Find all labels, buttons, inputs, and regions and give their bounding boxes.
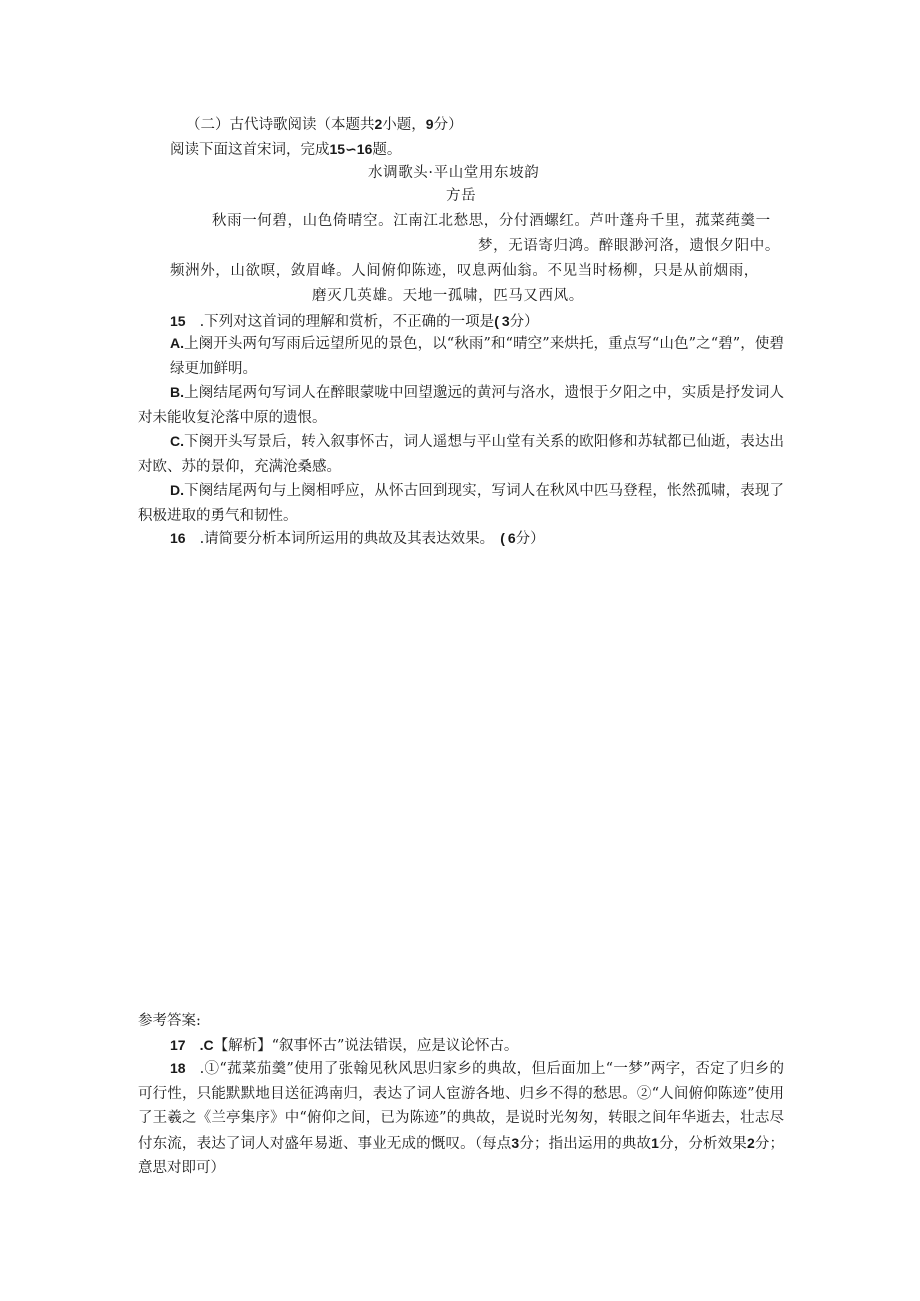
option-d-label: D. <box>170 482 184 498</box>
section-heading-prefix: （二）古代诗歌阅读（本题共 <box>186 117 375 133</box>
answer-18-number: 18 <box>170 1060 186 1076</box>
question-15-paren: ( <box>494 313 499 329</box>
section-heading <box>186 114 463 135</box>
option-a-text: 上阕开头两句写雨后远望所见的景色，以“秋雨”和“晴空”来烘托，重点写“山色”之“碧”，使碧绿更加鲜明。 <box>170 336 784 377</box>
question-16-text: .请简要分析本词所运用的典故及其表达效果。 <box>199 531 495 547</box>
poem-line: 秋雨一何碧，山色倚晴空。江南江北愁思，分付酒螺红。芦叶蓬舟千里，菰菜莼羹一 <box>212 213 771 229</box>
answer-18-score-per-point: 3 <box>511 1134 520 1151</box>
poem-line: 频洲外，山欲暝，敛眉峰。人间俯仰陈迹，叹息两仙翁。不见当时杨柳，只是从前烟雨， <box>170 263 759 279</box>
answer-18-score-effect: 2 <box>746 1134 755 1151</box>
section-question-count: 2 <box>374 116 383 132</box>
option-a <box>170 331 784 381</box>
question-15-text: .下列对这首词的理解和赏析，不正确的一项是 <box>199 314 495 330</box>
option-d <box>138 478 784 528</box>
answer-18-text: .①“菰菜茄羹”使用了张翰见秋风思归家乡的典故，但后面加上“一梦”两字，否定了归乡的可行性，只能默默地目送征鸿南归，表达了词人宦游各地、归乡不得的愁思。②“人间俯仰陈迹”使用了王羲之《兰亭集序》中“俯仰之间，已为陈迹”的典故，是说时光匆匆，转眼之间年华逝去，壮志尽付东流，表达了词人对盛年易逝、事业无成的慨叹。（每点 <box>138 1061 784 1152</box>
question-15-score-unit: 分） <box>509 314 539 330</box>
answer-18-text-c: 分，分析效果 <box>658 1135 747 1152</box>
question-16-paren: ( <box>500 530 505 546</box>
answer-18-text-d: 分；意思对即可） <box>138 1135 785 1176</box>
option-b-text: 上阕结尾两句写词人在醉眼蒙咙中回望邈远的黄河与洛水，遗恨于夕阳之中，实质是抒发词人对未能收复沦落中原的遗恨。 <box>138 385 784 426</box>
instruction-suffix: 题。 <box>372 142 402 158</box>
poem-line: 梦，无语寄归鸿。醉眼渺河洛，遗恨夕阳中。 <box>478 238 780 254</box>
answer-17-text: 【解析】“叙事怀古”说法错误，应是议论怀古。 <box>213 1038 519 1054</box>
answer-18-score-allusion: 1 <box>651 1134 659 1151</box>
question-15-number: 15 <box>170 313 186 329</box>
section-heading-suffix: 分） <box>433 117 463 133</box>
answer-17 <box>170 1035 518 1056</box>
instruction <box>170 139 401 160</box>
instruction-range: 15∽16 <box>329 141 373 157</box>
question-16-number: 16 <box>170 530 186 546</box>
answer-17-choice: .C <box>199 1037 214 1053</box>
option-d-text: 下阕结尾两句与上阕相呼应，从怀古回到现实，写词人在秋风中匹马登程，怅然孤啸，表现了积极进取的勇气和韧性。 <box>138 483 784 524</box>
question-16-stem <box>170 528 545 549</box>
poem-title: 水调歌头·平山堂用东坡韵 <box>368 165 540 181</box>
poem-line: 磨灭几英雄。天地一孤啸，匹马又西风。 <box>312 288 584 304</box>
option-c-label: C. <box>170 433 184 449</box>
answer-18-text-b: 分；指出运用的典故 <box>519 1135 652 1152</box>
answer-18 <box>138 1056 784 1181</box>
option-a-label: A. <box>170 335 184 351</box>
instruction-prefix: 阅读下面这首宋词，完成 <box>170 142 330 158</box>
question-15-score: 3 <box>501 313 510 329</box>
answers-heading: 参考答案: <box>138 1013 201 1029</box>
option-c <box>138 429 784 479</box>
option-b-label: B. <box>170 384 184 400</box>
poem-author: 方岳 <box>446 188 477 204</box>
option-b <box>138 380 784 430</box>
section-score: 9 <box>425 116 434 132</box>
question-16-score: 6 <box>507 530 516 546</box>
option-c-text: 下阕开头写景后，转入叙事怀古，词人遥想与平山堂有关系的欧阳修和苏轼都已仙逝，表达出对欧、苏的景仰，充满沧桑感。 <box>138 434 784 475</box>
answer-17-number: 17 <box>170 1037 186 1053</box>
question-15-stem <box>170 311 539 332</box>
question-16-score-unit: 分） <box>515 531 545 547</box>
section-heading-mid: 小题， <box>382 117 426 133</box>
